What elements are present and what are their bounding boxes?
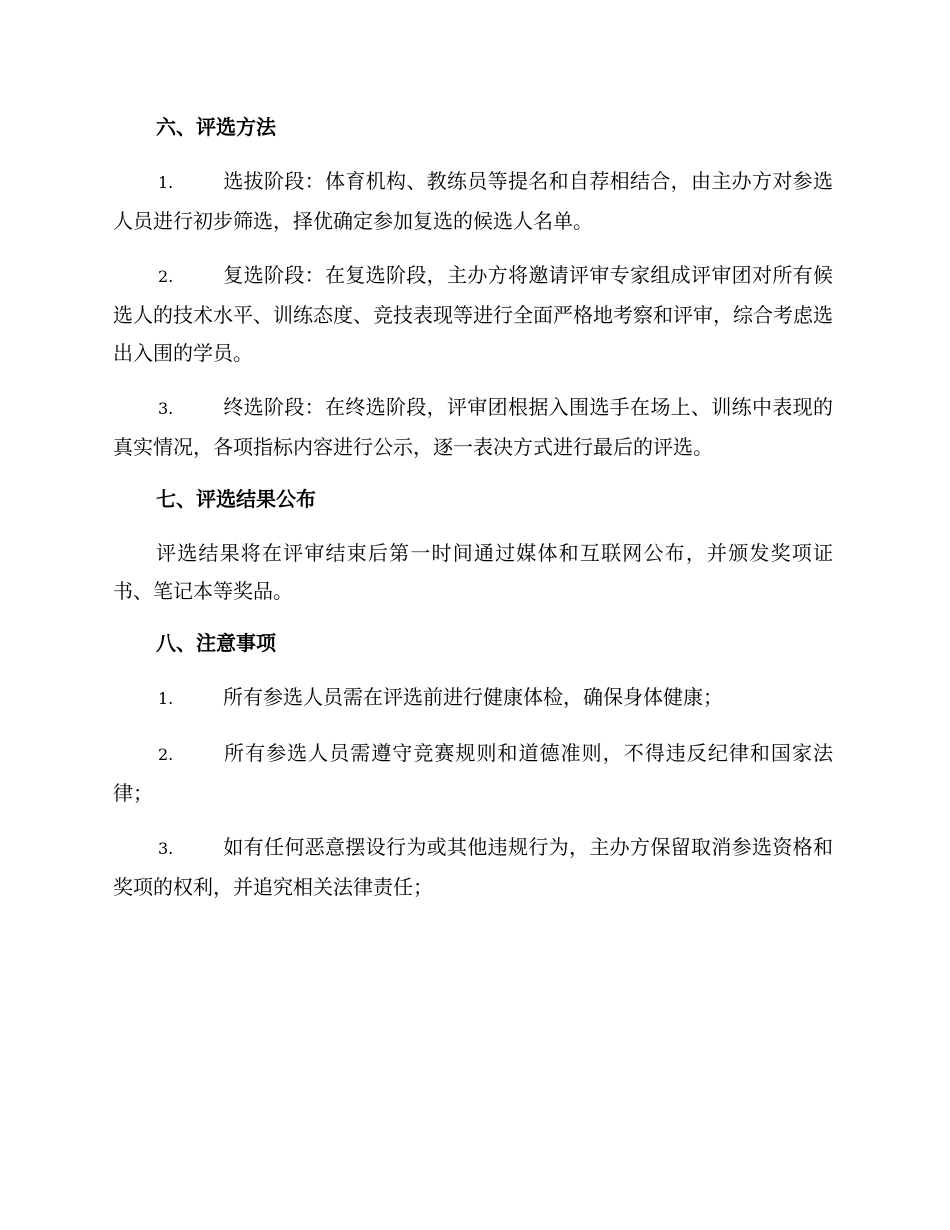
list-item — [113, 828, 833, 906]
list-number: 2. — [158, 745, 174, 764]
list-item — [113, 678, 833, 718]
list-number: 3. — [158, 399, 174, 418]
list-number: 2. — [158, 267, 174, 286]
list-text: 终选阶段：在终选阶段，评审团根据入围选手在场上、训练中表现的真实情况，各项指标内容进行公示，逐一表决方式进行最后的评选。 — [113, 395, 833, 459]
list-item — [113, 162, 833, 240]
list-number: 1. — [158, 173, 174, 192]
document-content — [113, 110, 833, 922]
section-heading-six: 六、评选方法 — [156, 115, 276, 139]
list-item — [113, 734, 833, 812]
list-text: 所有参选人员需遵守竞赛规则和道德准则，不得违反纪律和国家法律； — [113, 741, 833, 805]
list-text: 复选阶段：在复选阶段，主办方将邀请评审专家组成评审团对所有候选人的技术水平、训练态度、竞技表现等进行全面严格地考察和评审，综合考虑选出入围的学员。 — [113, 263, 833, 365]
list-text: 如有任何恶意摆设行为或其他违规行为，主办方保留取消参选资格和奖项的权利，并追究相关法律责任； — [113, 835, 833, 899]
list-number: 1. — [158, 689, 174, 708]
list-item — [113, 256, 833, 372]
list-text: 选拔阶段：体育机构、教练员等提名和自荐相结合，由主办方对参选人员进行初步筛选，择优确定参加复选的候选人名单。 — [113, 169, 833, 233]
list-text: 所有参选人员需在评选前进行健康体检，确保身体健康； — [223, 685, 723, 709]
list-number: 3. — [158, 839, 174, 858]
section-paragraph: 评选结果将在评审结束后第一时间通过媒体和互联网公布，并颁发奖项证书、笔记本等奖品。 — [113, 541, 833, 603]
section-heading-seven: 七、评选结果公布 — [156, 487, 316, 511]
section-heading-eight: 八、注意事项 — [156, 631, 276, 655]
list-item — [113, 388, 833, 466]
